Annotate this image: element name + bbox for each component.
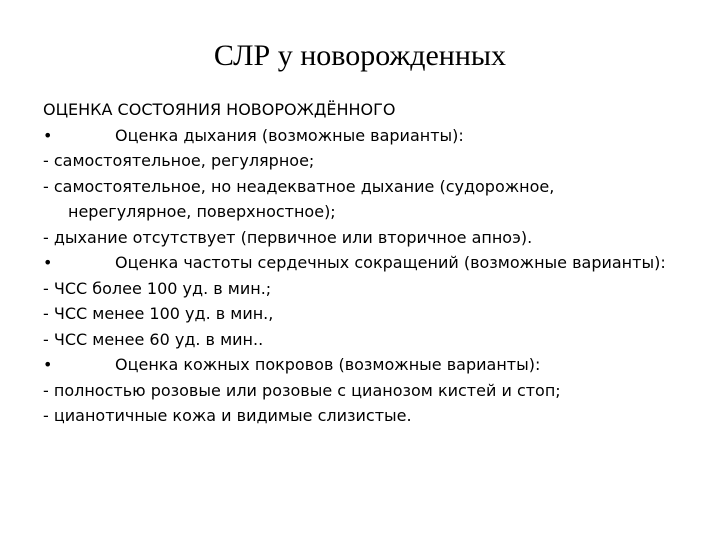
list-item: - дыхание отсутствует (первичное или вторичное апноэ). [43,227,533,247]
bullet-text: Оценка дыхания (возможные варианты): [115,125,464,145]
bullet-marker: • [43,253,53,272]
bullet-item [43,250,703,276]
bullet-text: Оценка частоты сердечных сокращений (возможные варианты): [115,253,666,272]
bullet-item [43,352,703,378]
bullet-marker: • [43,125,53,145]
list-item: - ЧСС менее 60 уд. в мин.. [43,329,264,349]
bullet-item [43,123,703,149]
list-item: - цианотичные кожа и видимые слизистые. [43,406,412,425]
section-heading: ОЦЕНКА СОСТОЯНИЯ НОВОРОЖДЁННОГО [43,100,396,119]
bullet-text: Оценка кожных покровов (возможные варианты): [115,355,541,374]
slide-title: СЛР у новорожденных [213,39,507,72]
bullet-marker: • [43,355,53,374]
slide-body [43,97,703,429]
list-item: - ЧСС более 100 уд. в мин.; [43,278,272,298]
list-item: - полностью розовые или розовые с цианозом кистей и стоп; [43,380,561,400]
list-item: - самостоятельное, но неадекватное дыхание (судорожное, [43,176,555,196]
list-item: - ЧСС менее 100 уд. в мин., [43,304,274,323]
list-item-continuation: нерегулярное, поверхностное); [68,202,336,221]
list-item: - самостоятельное, регулярное; [43,151,315,170]
